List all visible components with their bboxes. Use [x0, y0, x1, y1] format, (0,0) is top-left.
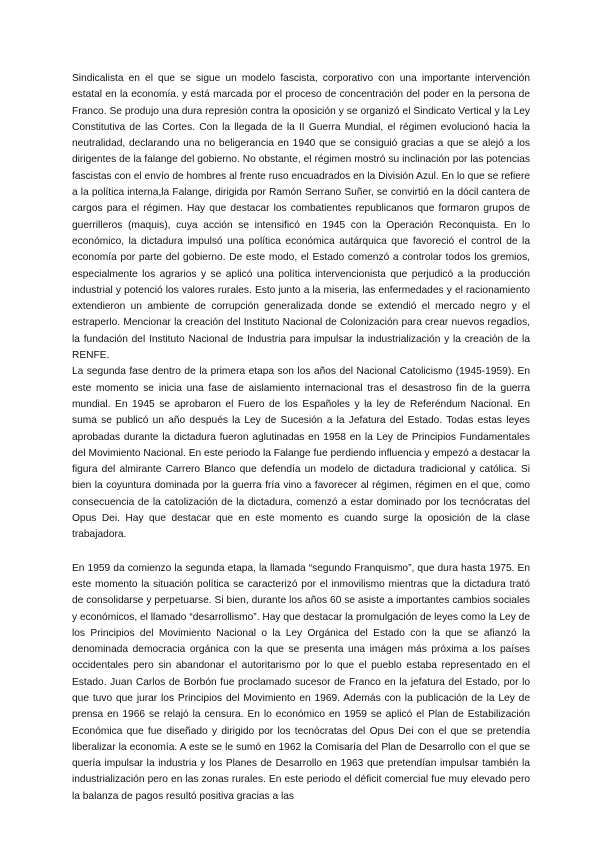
paragraph-primera-fase: Sindicalista en el que se sigue un modelo fascista, corporativo con una importante intervención estatal en la economía. y está marcada por el proceso de concentración del poder en la persona de Franco. Se produjo una dura represión contra la oposición y se organizó el Sindicato Vertical y la Ley Constitutiva de las Cortes. Con la llegada de la II Guerra Mundial, el régimen evolucionó hacia la neutralidad, declarando una no beligerancia en 1940 que se consiguió gracias a que se alejó a los dirigentes de la falange del gobierno. No obstante, el régimen mostró su inclinación por las potencias fascistas con el envío de hombres al frente ruso encuadrados en la División Azul. En lo que se refiere a la política interna,la Falange, dirigida por Ramón Serrano Suñer, se convirtió en la dócil cantera de cargos para el régimen. Hay que destacar los combatientes republicanos que formaron grupos de guerrilleros (maquis), cuya acción se intensificó en 1945 con la Operación Reconquista. En lo económico, la dictadura impulsó una política económica autárquica que favoreció el control de la economía por parte del gobierno. De este modo, el Estado comenzó a controlar todos los gremios, especialmente los agrarios y se aplicó una política intervencionista que perjudicó a la producción industrial y potenció los valores rurales. Esto junto a la miseria, las enfermedades y el racionamiento extendieron un ambiente de corrupción generalizada donde se extendió el mercado negro y el estraperlo. Mencionar la creación del Instituto Nacional de Colonización para crear nuevos regadíos, la fundación del Instituto Nacional de Industria para impulsar la industrialización y la creación de la RENFE.	[72, 73, 530, 362]
paragraph-nacional-catolicismo: La segunda fase dentro de la primera etapa son los años del Nacional Catolicismo (1945-1959). En este momento se inicia una fase de aislamiento internacional tras el desastroso fin de la guerra mundial. En 1945 se aprobaron el Fuero de los Españoles y la ley de Referéndum Nacional. En suma se publicó un año después la Ley de Sucesión a la Jefatura del Estado. Todas estas leyes aprobadas durante la dictadura fueron aglutinadas en 1958 en la Ley de Principios Fundamentales del Movimiento Nacional. En este periodo la Falange fue perdiendo influencia y empezó a destacar la figura del almirante Carrero Blanco que defendía un modelo de dictadura tradicional y católica. Si bien la coyuntura dominada por la guerra fría vino a favorecer al régimen, régimen en el que, como consecuencia de la catolización de la dictadura, comenzó a estar dominado por los tecnócratas del Opus Dei. Hay que destacar que en este momento es cuando surge la oposición de la clase trabajadora.	[72, 366, 530, 541]
document-page	[72, 71, 530, 805]
paragraph-segundo-franquismo: En 1959 da comienzo la segunda etapa, la llamada “segundo Franquismo”, que dura hasta 1975. En este momento la situación política se caracterizó por el inmovilismo mientras que la dictadura trató de consolidarse y perpetuarse. Si bien, durante los años 60 se asiste a importantes cambios sociales y económicos, el llamado “desarrollismo”. Hay que destacar la promulgación de leyes como la Ley de los Principios del Movimiento Nacional o la Ley Orgánica del Estado con la que se afianzó la denominada democracia orgánica con la que se presenta una imágen más próxima a los países occidentales pero sin abandonar el autoritarismo por lo que el pueblo estaba representado en el Estado. Juan Carlos de Borbón fue proclamado sucesor de Franco en la jefatura del Estado, por lo que tuvo que jurar los Principios del Movimiento en 1969. Además con la publicación de la Ley de prensa en 1966 se relajó la censura. En lo económico en 1959 se aplicó el Plan de Estabilización Económica que fue diseñado y dirigido por los tecnócratas del Opus Dei con el que se pretendía liberalizar la economía. A este se le sumó en 1962 la Comisaría del Plan de Desarrollo con el que se quería impulsar la industria y los Planes de Desarrollo en 1963 que pretendían impulsar también la industrialización pero en las zonas rurales. En este periodo el déficit comercial fue muy elevado pero la balanza de pagos resultó positiva gracias a las	[72, 562, 530, 802]
paragraph-spacer	[72, 544, 530, 561]
